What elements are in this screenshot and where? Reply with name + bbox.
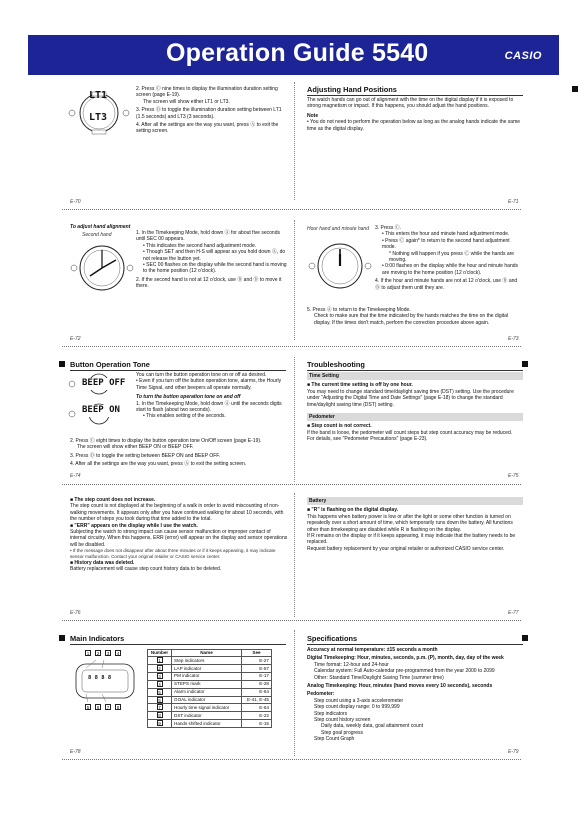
- spec-other: Other: Standard Time/Daylight Saving Time (summer time): [314, 674, 444, 681]
- indicator-number-cell: [148, 720, 172, 728]
- brand-logo: CASIO: [504, 50, 542, 62]
- a-err-bullet: • If the message does not disappear after about three minutes or if it keeps appearing, it may indicate sensor malfunction. Contact your original retailer or CASIO service center.: [70, 548, 276, 559]
- label-hour-minute-hand: Hour hand and minute hand: [307, 226, 369, 232]
- indicator-number: 3: [106, 651, 110, 656]
- spec-analog: Analog Timekeeping: Hour, minutes (hand moves every 10 seconds), seconds: [307, 682, 493, 689]
- indicator-name-cell: Hands shifted indicator: [172, 720, 242, 728]
- sub-time-setting: Time Setting: [307, 372, 523, 380]
- indicator-page-cell: E-27: [242, 657, 272, 665]
- q-battery: ■ "R" is flashing on the digital display.: [307, 507, 399, 514]
- spec-history: Step count history screen: [314, 716, 371, 723]
- sub-battery: Battery: [307, 497, 523, 505]
- table-row: [148, 665, 272, 673]
- column-divider: [294, 82, 295, 200]
- adjust-section: [307, 97, 523, 132]
- battery-section: [307, 497, 523, 552]
- col-name: Name: [172, 650, 242, 657]
- indicator-name-cell: Hourly time signal indicator: [172, 704, 242, 712]
- tone-step-2-detail: The screen will show either BEEP ON or BEEP OFF.: [77, 444, 194, 451]
- table-header-row: [148, 650, 272, 657]
- spec-accuracy: Accuracy at normal temperature: ±15 seconds a month: [307, 647, 438, 653]
- q-err: ■ "ERR" appears on the display while I use the watch.: [70, 522, 198, 529]
- page-number: E-75: [508, 473, 519, 479]
- a-step-no-increase: The step count is not displayed at the beginning of a walk in order to avoid miscounting of non-walking movements. It appears only after you have continued walking for about 10 seconds, with the number of steps you took during that time added to the total.: [70, 503, 284, 523]
- illumination-steps: [136, 86, 288, 135]
- page-separator: [62, 346, 521, 347]
- indicator-number-cell: [148, 665, 172, 673]
- indicator-number: 8: [158, 713, 161, 719]
- spec-pedometer: Pedometer:: [307, 691, 335, 698]
- watch-illustration-second-hand: [70, 238, 134, 298]
- step-5: 5. Press Ⓐ to return to the Timekeeping Mode.: [307, 307, 411, 313]
- tone-step-2: 2. Press Ⓒ eight times to display the button operation tone On/Off screen (page E-19).: [70, 438, 262, 444]
- column-divider: [294, 630, 295, 756]
- tone-step-1-detail: • This enables setting of the seconds.: [143, 413, 226, 420]
- indicator-page-cell: E-57: [242, 665, 272, 673]
- tone-subheading: To turn the button operation tone on and off: [136, 394, 241, 401]
- adjust-body: The watch hands can go out of alignment with the time on the digital display if it is exposed to strong magnetism or impact. If this happens, you should adjust the hand positions.: [307, 97, 514, 110]
- indicator-number: 7: [106, 705, 110, 710]
- spec-history-data: Daily data, weekly data, goal attainment count: [321, 723, 424, 730]
- page-number: E-78: [70, 749, 81, 755]
- indicator-numbers-bottom: [85, 704, 121, 710]
- indicator-number: 5: [86, 705, 90, 710]
- indicator-number-cell: [148, 688, 172, 696]
- spec-graph: Step Count Graph: [314, 736, 355, 743]
- tone-step-4: 4. After all the settings are the way you want, press Ⓐ to exit the setting screen.: [70, 461, 247, 468]
- a-battery-2: If R remains on the display or if it keeps appearing, it may indicate that the battery needs to be replaced.: [307, 532, 516, 546]
- tone-intro: You can turn the button operation tone on or off as desired.: [136, 372, 267, 378]
- watch-illustration-hour-minute: [308, 236, 372, 296]
- lcd-beep-off: BEEP OFF: [82, 378, 126, 388]
- step-3: 3. Press Ⓓ to toggle the illumination duration setting between LT1 (1.5 seconds) and LT3 (3 seconds).: [136, 107, 282, 120]
- page-number: E-74: [70, 473, 81, 479]
- page-separator: [62, 620, 521, 621]
- a-history: Battery replacement will cause step count history data to be deleted.: [70, 566, 222, 573]
- tone-steps: [70, 438, 290, 468]
- bullet-3: • SEC 00 flashes on the display while the second hand is moving to the home position (12 o'clock).: [143, 261, 287, 275]
- indicator-name-cell: PM indicator: [172, 672, 242, 680]
- a-err: Subjecting the watch to strong impact can cause sensor malfunction or improper contact of internal circuitry. When this happens, ERR (error) will appear on the display and sensor operations will be disabled.: [70, 528, 288, 548]
- indicator-name-cell: STEPS mark: [172, 680, 242, 688]
- page-number: E-70: [70, 199, 81, 205]
- table-row: [148, 657, 272, 665]
- col-number: Number: [148, 650, 172, 657]
- spec-calendar: Calendar system: Full Auto-calendar pre-programmed from the year 2000 to 2099: [314, 668, 495, 675]
- step-2-detail: The screen will show either LT1 or LT3.: [143, 98, 230, 105]
- page-separator: [62, 484, 521, 485]
- bullet-c2: • Press Ⓒ again* to return to the second hand adjustment mode.: [382, 237, 510, 251]
- indicator-number: 5: [158, 689, 161, 695]
- sub-pedometer: Pedometer: [307, 413, 523, 421]
- page-number: E-79: [508, 749, 519, 755]
- spec-digital: Digital Timekeeping: Hour, minutes, seconds, p.m. (P), month, day, day of the week: [307, 655, 504, 662]
- spec-goal-progress: Step goal progress: [321, 729, 363, 736]
- bullet-2: • Though SET and then H-S will appear as you hold down Ⓐ, do not release the button yet.: [143, 249, 286, 262]
- step-5-detail: Check to make sure that the time indicated by the hands matches the time on the digital display. If the times don't match, perform the correction procedure above again.: [314, 313, 508, 326]
- page-number: E-77: [508, 610, 519, 616]
- document-title: Operation Guide 5540: [166, 39, 429, 67]
- indicator-number-cell: [148, 672, 172, 680]
- indicator-name-cell: Step indicators: [172, 657, 242, 665]
- step-1: 1. In the Timekeeping Mode, hold down Ⓐ for about five seconds until SEC 00 appears.: [136, 230, 280, 243]
- indicator-name-cell: Alarm indicator: [172, 688, 242, 696]
- column-divider: [294, 357, 295, 482]
- indicator-table: [147, 649, 272, 728]
- section-marker: [59, 635, 65, 641]
- steps-troubleshooting: [70, 497, 288, 573]
- table-row: [148, 712, 272, 720]
- bullet-c4: • 0:00 flashes on the display while the hour and minute hands are moving to the home position (12 o'clock).: [382, 263, 519, 276]
- heading-button-tone: Button Operation Tone: [70, 360, 286, 371]
- label-second-hand: Second hand: [82, 232, 112, 238]
- table-row: [148, 704, 272, 712]
- table-row: [148, 696, 272, 704]
- indicator-number: 4: [158, 681, 161, 687]
- column-divider: [294, 493, 295, 617]
- indicator-number: 3: [158, 673, 161, 679]
- subheading-hand-align: To adjust hand alignment: [70, 224, 131, 230]
- indicator-number: 6: [158, 697, 161, 703]
- indicator-number-cell: [148, 657, 172, 665]
- spec-step-indicators: Step indicators: [314, 710, 348, 717]
- indicator-number: 9: [158, 721, 161, 727]
- indicator-page-cell: E-41, E-45: [242, 696, 272, 704]
- indicator-page-cell: E-64: [242, 688, 272, 696]
- heading-specifications: Specifications: [307, 634, 523, 645]
- indicator-name-cell: LAP indicator: [172, 665, 242, 673]
- indicator-page-cell: E-15: [242, 720, 272, 728]
- hand-align-steps-left: [136, 230, 288, 290]
- note-title: Note: [307, 112, 319, 119]
- bullet-c1: • This enters the hour and minute hand adjustment mode.: [382, 231, 510, 238]
- indicator-page-cell: E-28: [242, 680, 272, 688]
- table-row: [148, 720, 272, 728]
- page-number: E-73: [508, 336, 519, 342]
- q-step-no-increase: ■ The step count does not increase.: [70, 497, 156, 503]
- heading-main-indicators: Main Indicators: [70, 634, 286, 645]
- table-row: [148, 672, 272, 680]
- hand-align-steps-right: [375, 225, 523, 291]
- indicator-number-cell: [148, 680, 172, 688]
- q-history: ■ History data was deleted.: [70, 559, 135, 566]
- lcd-digits: 8 8 8 8: [88, 675, 112, 681]
- indicator-number: 2: [158, 666, 161, 672]
- hand-align-step-5: [307, 307, 523, 326]
- header-bar: [28, 35, 559, 75]
- page-number: E-76: [70, 610, 81, 616]
- a-step-count-ref: For details, see "Pedometer Precautions" (page E-23).: [307, 436, 428, 443]
- section-marker: [59, 361, 65, 367]
- q-step-count: ■ Step count is not correct.: [307, 423, 372, 430]
- page-separator: [62, 759, 521, 760]
- indicator-name-cell: DST indicator: [172, 712, 242, 720]
- heading-troubleshooting: Troubleshooting: [307, 360, 523, 371]
- tone-step-3: 3. Press Ⓓ to toggle the setting between BEEP ON and BEEP OFF.: [70, 452, 221, 459]
- section-marker: [572, 86, 578, 92]
- indicator-number-cell: [148, 696, 172, 704]
- tone-bullet: • Even if you turn off the button operation tone, alarms, the Hourly Time Signal, and other beepers all operate normally.: [136, 378, 282, 391]
- spec-step-count: Step count using a 3-axis accelerometer: [314, 697, 404, 704]
- indicator-number: 1: [158, 658, 161, 664]
- spec-step-range: Step count display range: 0 to 999,999: [314, 704, 400, 711]
- step-3: 3. Press Ⓒ.: [375, 225, 402, 231]
- heading-adjust-hands: Adjusting Hand Positions: [307, 85, 523, 96]
- lcd-lt3: LT3: [89, 112, 108, 123]
- page-number: E-72: [70, 336, 81, 342]
- bullet-1: • This indicates the second hand adjustment mode.: [143, 242, 257, 249]
- indicator-numbers-top: [85, 650, 127, 656]
- indicator-page-cell: E-64: [242, 704, 272, 712]
- troubleshooting-section: [307, 372, 523, 443]
- indicator-number: 8: [116, 705, 120, 710]
- step-4: 4. If the hour and minute hands are not at 12 o'clock, use Ⓑ and Ⓓ to adjust them until they are.: [375, 278, 518, 291]
- step-2: 2. If the second hand is not at 12 o'clock, use Ⓑ and Ⓓ to move it there.: [136, 276, 282, 290]
- col-see: See: [242, 650, 272, 657]
- a-step-count: If the band is loose, the pedometer will count steps but step count accuracy may be reduced.: [307, 429, 513, 436]
- indicator-page-cell: E-17: [242, 672, 272, 680]
- lcd-beep-on: BEEP ON: [82, 405, 120, 415]
- indicator-number-cell: [148, 704, 172, 712]
- indicator-number-cell: [148, 712, 172, 720]
- lcd-lt1: LT1: [89, 90, 108, 101]
- page-separator: [62, 209, 521, 210]
- a-battery-3: Request battery replacement by your original retailer or authorized CASIO service center.: [307, 545, 505, 552]
- step-2: 2. Press Ⓒ nine times to display the illumination duration setting screen (page E-19).: [136, 86, 278, 99]
- indicator-number: 7: [158, 705, 161, 711]
- step-4: 4. After all the settings are the way you want, press Ⓐ to exit the setting screen.: [136, 121, 279, 135]
- spec-time-format: Time format: 12-hour and 24-hour: [314, 661, 389, 668]
- page-number: E-71: [508, 199, 519, 205]
- table-row: [148, 680, 272, 688]
- indicator-number: 4: [116, 651, 120, 656]
- a-time-off: You may need to change standard time/daylight saving time (DST) setting. Use the procedure under "Adjusting the Digital Time and Date Settings" (page E-18) to change the standard time/daylight saving time (DST) setting.: [307, 388, 514, 408]
- specifications-list: [307, 647, 523, 742]
- indicator-number: 2: [96, 651, 100, 656]
- q-time-off: ■ The current time setting is off by one hour.: [307, 382, 413, 389]
- tone-step-1: 1. In the Timekeeping Mode, hold down Ⓐ until the seconds digits start to flash (about two seconds).: [136, 400, 282, 413]
- note-text: • You do not need to perform the operation below as long as the analog hands indicate the same time as the digital display.: [307, 119, 521, 132]
- table-row: [148, 688, 272, 696]
- tone-intro-block: [136, 372, 288, 420]
- indicator-page-cell: E-22: [242, 712, 272, 720]
- indicator-number: 1: [86, 651, 90, 656]
- indicator-number: 6: [96, 705, 100, 710]
- column-divider: [294, 220, 295, 340]
- indicator-name-cell: GOAL indicator: [172, 696, 242, 704]
- bullet-c3: * Nothing will happen if you press Ⓒ while the hands are moving.: [389, 250, 515, 263]
- a-battery: This happens when battery power is low or after the light or some other function is turned on repeatedly over a short amount of time, which temporarily runs down the battery. All functions other than timekeeping are disabled while R is flashing on the display.: [307, 513, 513, 533]
